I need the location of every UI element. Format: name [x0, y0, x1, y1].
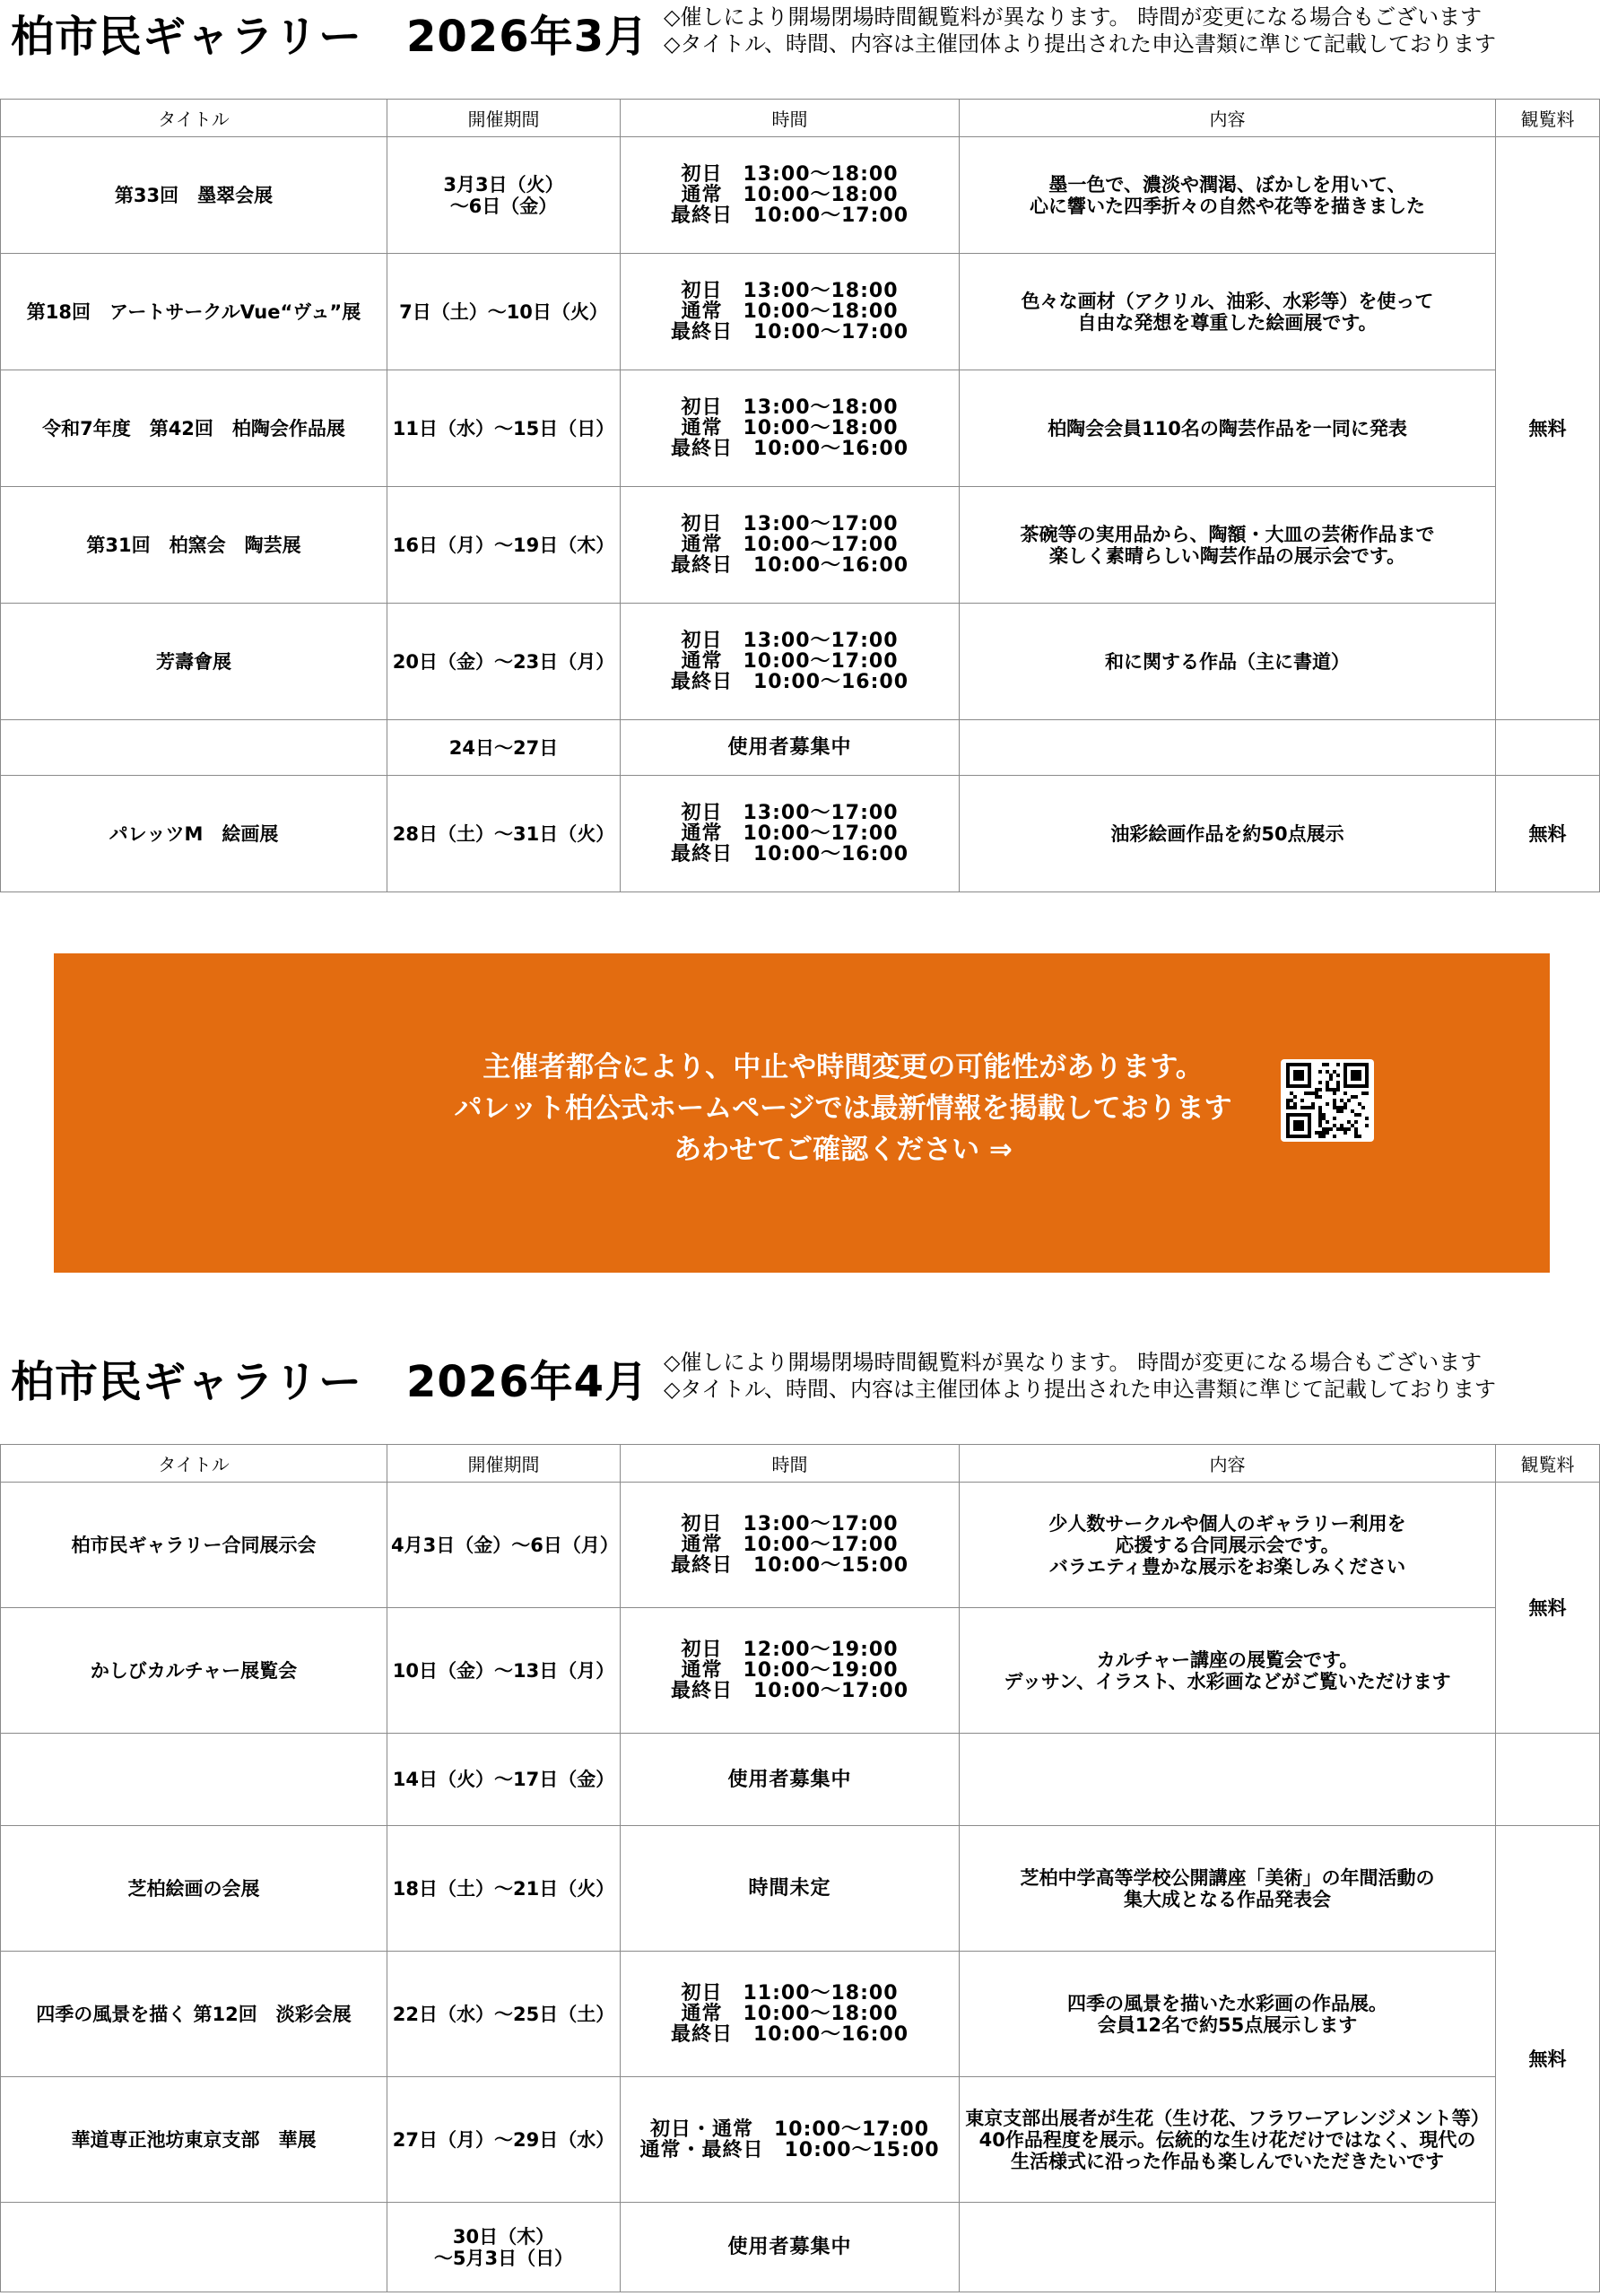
event-period	[387, 2077, 621, 2203]
event-time	[621, 254, 960, 370]
event-time	[621, 487, 960, 604]
table-row	[1, 720, 1600, 776]
event-content	[960, 487, 1496, 604]
event-content	[960, 1826, 1496, 1952]
event-content	[960, 1608, 1496, 1734]
april-schedule-table	[0, 1444, 1600, 2292]
event-content-line: 茶碗等の実用品から、陶額・大皿の芸術作品まで	[1020, 523, 1435, 545]
note-line: ◇催しにより開場閉場時間観覧料が異なります。 時間が変更になる場合もございます	[664, 4, 1483, 30]
table-row	[1, 137, 1600, 254]
event-period-line: 11日（水）～15日（日）	[392, 417, 615, 439]
event-content-line: 和に関する作品（主に書道）	[1105, 650, 1350, 673]
event-time	[621, 2077, 960, 2203]
event-title: パレッツM 絵画展	[1, 776, 387, 892]
event-time-line: 使用者募集中	[727, 736, 852, 759]
table-row	[1, 370, 1600, 487]
event-content-line: 集大成となる作品発表会	[1124, 1888, 1331, 1910]
event-content-line: 油彩絵画作品を約50点展示	[1110, 822, 1344, 845]
event-content	[960, 1734, 1496, 1826]
event-content-line: 生活様式に沿った作品も楽しんでいただきたいです	[1011, 2150, 1444, 2172]
event-period	[387, 1608, 621, 1734]
event-period-line: 3月3日（火）	[443, 173, 564, 196]
qr-code-icon[interactable]	[1281, 1059, 1374, 1142]
event-period-line: 22日（水）～25日（土）	[392, 2003, 615, 2025]
event-content-line: 四季の風景を描いた水彩画の作品展。	[1067, 1992, 1387, 2014]
event-title: 四季の風景を描く 第12回 淡彩会展	[1, 1952, 387, 2077]
event-time	[621, 137, 960, 254]
event-time	[621, 776, 960, 892]
table-row	[1, 1608, 1600, 1734]
col-header-content: 内容	[960, 1445, 1496, 1483]
event-period-line: 4月3日（金）～6日（月）	[391, 1534, 619, 1556]
event-title	[1, 1734, 387, 1826]
event-time-line: 最終日 10:00～15:00	[670, 1554, 909, 1577]
event-content-line: 応援する合同展示会です。	[1115, 1534, 1340, 1556]
event-title: 柏市民ギャラリー合同展示会	[1, 1483, 387, 1608]
col-header-fee: 観覧料	[1496, 100, 1600, 137]
event-content-line: 芝柏中学高等学校公開講座「美術」の年間活動の	[1020, 1866, 1435, 1889]
event-time	[621, 720, 960, 776]
event-period	[387, 1483, 621, 1608]
event-time-line: 最終日 10:00～17:00	[670, 204, 909, 227]
event-period-line: 14日（火）～17日（金）	[392, 1769, 615, 1790]
event-title: 第18回 アートサークルVue“ヴュ”展	[1, 254, 387, 370]
table-row	[1, 2203, 1600, 2292]
col-header-title: タイトル	[1, 1445, 387, 1483]
event-time-line: 通常 10:00～17:00	[681, 822, 899, 845]
event-period-line: 20日（金）～23日（月）	[392, 650, 615, 673]
event-time-line: 使用者募集中	[727, 1768, 852, 1791]
event-time-line: 最終日 10:00～16:00	[670, 671, 909, 693]
table-row	[1, 1734, 1600, 1826]
table-row	[1, 604, 1600, 720]
event-time-line: 通常 10:00～19:00	[681, 1659, 899, 1682]
table-row	[1, 254, 1600, 370]
col-header-content: 内容	[960, 100, 1496, 137]
event-title: 華道専正池坊東京支部 華展	[1, 2077, 387, 2203]
event-time	[621, 370, 960, 487]
event-time-line: 通常・最終日 10:00～15:00	[639, 2138, 940, 2161]
event-period-line: 16日（月）～19日（木）	[392, 534, 615, 556]
event-time-line: 最終日 10:00～17:00	[670, 1680, 909, 1702]
event-period-line: 28日（土）～31日（火）	[392, 822, 615, 845]
banner-line: 主催者都合により、中止や時間変更の可能性があります。	[483, 1051, 1204, 1083]
event-period	[387, 487, 621, 604]
fee-cell: 無料	[1496, 137, 1600, 720]
event-period	[387, 137, 621, 254]
col-header-time: 時間	[621, 100, 960, 137]
fee-cell	[1496, 720, 1600, 776]
event-content	[960, 2203, 1496, 2292]
event-content-line: 墨一色で、濃淡や潤渇、ぼかしを用いて、	[1048, 173, 1406, 196]
event-period-line: 18日（土）～21日（火）	[392, 1877, 615, 1900]
event-title: かしびカルチャー展覧会	[1, 1608, 387, 1734]
event-title: 芝柏絵画の会展	[1, 1826, 387, 1952]
table-header-row	[1, 100, 1600, 137]
event-period-line: ～6日（金）	[449, 195, 558, 217]
event-time-line: 通常 10:00～17:00	[681, 534, 899, 556]
march-schedule-table	[0, 99, 1600, 892]
event-time	[621, 1483, 960, 1608]
event-time-line: 初日 13:00～18:00	[681, 396, 899, 419]
table-row	[1, 487, 1600, 604]
event-period-line: 10日（金）～13日（月）	[392, 1659, 615, 1682]
event-content-line: バラエティ豊かな展示をお楽しみください	[1048, 1555, 1406, 1578]
event-content-line: 会員12名で約55点展示します	[1097, 2013, 1358, 2036]
event-time-line: 初日 13:00～18:00	[681, 280, 899, 302]
table-row	[1, 1826, 1600, 1952]
event-time-line: 通常 10:00～18:00	[681, 300, 899, 323]
event-content	[960, 254, 1496, 370]
event-content-line: デッサン、イラスト、水彩画などがご覧いただけます	[1004, 1670, 1451, 1692]
event-period-line: 27日（月）～29日（水）	[392, 2128, 615, 2151]
event-time	[621, 1952, 960, 2077]
event-content	[960, 720, 1496, 776]
event-time-line: 初日 13:00～17:00	[681, 802, 899, 824]
event-content-line: 40作品程度を展示。伝統的な生け花だけではなく、現代の	[978, 2128, 1476, 2151]
event-content	[960, 1483, 1496, 1608]
event-title: 第31回 柏窯会 陶芸展	[1, 487, 387, 604]
event-period	[387, 720, 621, 776]
table-row	[1, 1483, 1600, 1608]
event-content	[960, 604, 1496, 720]
event-content-line: 東京支部出展者が生花（生け花、フラワーアレンジメント等）	[965, 2107, 1490, 2129]
table-row	[1, 776, 1600, 892]
event-period-line: 24日～27日	[448, 736, 559, 759]
fee-cell: 無料	[1496, 1826, 1600, 2292]
event-time-line: 通常 10:00～18:00	[681, 417, 899, 439]
event-time-line: 通常 10:00～17:00	[681, 1534, 899, 1556]
event-time	[621, 604, 960, 720]
event-content-line: 自由な発想を尊重した絵画展です。	[1077, 311, 1378, 334]
fee-cell: 無料	[1496, 776, 1600, 892]
event-title: 令和7年度 第42回 柏陶会作品展	[1, 370, 387, 487]
event-content-line: 心に響いた四季折々の自然や花等を描きました	[1030, 195, 1425, 217]
note-line: ◇催しにより開場閉場時間観覧料が異なります。 時間が変更になる場合もございます	[664, 1350, 1483, 1375]
col-header-period: 開催期間	[387, 100, 621, 137]
event-content-line: 柏陶会会員110名の陶芸作品を一同に発表	[1048, 417, 1407, 439]
event-content	[960, 1952, 1496, 2077]
col-header-time: 時間	[621, 1445, 960, 1483]
event-time	[621, 1734, 960, 1826]
event-time-line: 初日・通常 10:00～17:00	[649, 2118, 930, 2141]
banner-line: パレット柏公式ホームページでは最新情報を掲載しております	[454, 1092, 1232, 1125]
april-notes	[664, 1349, 1496, 1403]
event-period-line: 7日（土）～10日（火）	[399, 300, 608, 323]
event-content-line: 楽しく素晴らしい陶芸作品の展示会です。	[1048, 544, 1406, 567]
event-period	[387, 604, 621, 720]
event-time-line: 通常 10:00～18:00	[681, 184, 899, 206]
event-period	[387, 1826, 621, 1952]
event-time-line: 時間未定	[748, 1877, 831, 1900]
event-title	[1, 720, 387, 776]
event-content-line: 色々な画材（アクリル、油彩、水彩等）を使って	[1021, 290, 1434, 312]
event-period	[387, 370, 621, 487]
event-period	[387, 254, 621, 370]
banner-line: あわせてご確認ください ⇒	[674, 1134, 1013, 1166]
event-time-line: 最終日 10:00～16:00	[670, 554, 909, 577]
col-header-period: 開催期間	[387, 1445, 621, 1483]
event-content	[960, 370, 1496, 487]
event-period	[387, 2203, 621, 2292]
event-time-line: 使用者募集中	[727, 2236, 852, 2258]
event-time	[621, 1608, 960, 1734]
col-header-title: タイトル	[1, 100, 387, 137]
event-time-line: 通常 10:00～17:00	[681, 650, 899, 673]
march-title: 柏市民ギャラリー 2026年3月	[11, 12, 648, 62]
event-title: 芳壽會展	[1, 604, 387, 720]
event-period	[387, 1734, 621, 1826]
event-content	[960, 776, 1496, 892]
table-row	[1, 2077, 1600, 2203]
event-period-line: 30日（木）	[452, 2225, 555, 2248]
fee-cell	[1496, 1734, 1600, 1826]
note-line: ◇タイトル、時間、内容は主催団体より提出された申込書類に準じて記載しております	[664, 31, 1497, 57]
event-time	[621, 2203, 960, 2292]
april-title: 柏市民ギャラリー 2026年4月	[11, 1357, 648, 1407]
event-period-line: ～5月3日（日）	[433, 2247, 574, 2269]
event-time	[621, 1826, 960, 1952]
event-period	[387, 1952, 621, 2077]
notice-banner	[54, 953, 1550, 1273]
event-time-line: 初日 12:00～19:00	[681, 1639, 899, 1661]
event-content-line: 少人数サークルや個人のギャラリー利用を	[1048, 1512, 1406, 1535]
event-title: 第33回 墨翠会展	[1, 137, 387, 254]
note-line: ◇タイトル、時間、内容は主催団体より提出された申込書類に準じて記載しております	[664, 1377, 1497, 1402]
event-time-line: 初日 13:00～17:00	[681, 513, 899, 535]
event-content	[960, 2077, 1496, 2203]
event-title	[1, 2203, 387, 2292]
event-time-line: 初日 11:00～18:00	[681, 1982, 899, 2005]
col-header-fee: 観覧料	[1496, 1445, 1600, 1483]
event-time-line: 初日 13:00～17:00	[681, 1513, 899, 1535]
event-time-line: 最終日 10:00～16:00	[670, 438, 909, 460]
fee-cell: 無料	[1496, 1483, 1600, 1734]
march-notes	[664, 4, 1496, 57]
event-time-line: 最終日 10:00～16:00	[670, 843, 909, 865]
event-content	[960, 137, 1496, 254]
event-time-line: 通常 10:00～18:00	[681, 2003, 899, 2025]
event-content-line: カルチャー講座の展覧会です。	[1096, 1648, 1359, 1671]
event-period	[387, 776, 621, 892]
event-time-line: 初日 13:00～18:00	[681, 163, 899, 186]
event-time-line: 初日 13:00～17:00	[681, 630, 899, 652]
event-time-line: 最終日 10:00～16:00	[670, 2023, 909, 2046]
table-header-row	[1, 1445, 1600, 1483]
event-time-line: 最終日 10:00～17:00	[670, 321, 909, 344]
table-row	[1, 1952, 1600, 2077]
